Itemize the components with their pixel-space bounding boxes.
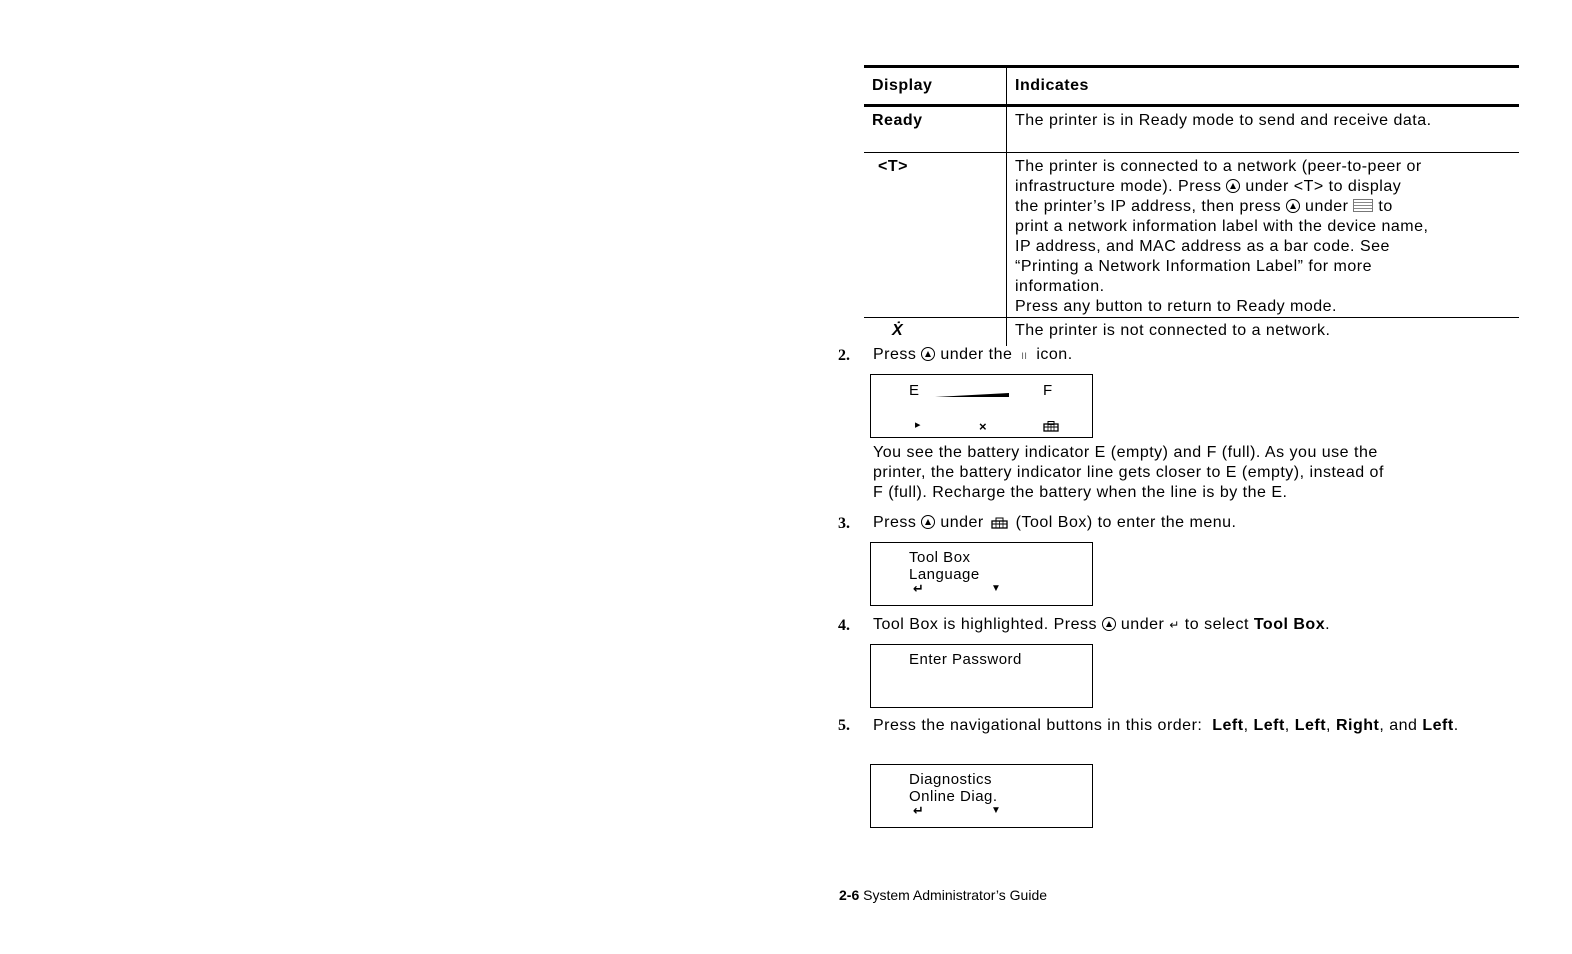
battery-level-line bbox=[935, 389, 1011, 399]
text-fragment: Tool Box bbox=[1253, 616, 1326, 633]
header-indicates: Indicates bbox=[1007, 67, 1520, 106]
guide-title: System Administrator’s Guide bbox=[863, 887, 1048, 903]
lcd-line: Online Diag. bbox=[909, 788, 998, 805]
toolbox-icon bbox=[991, 517, 1009, 529]
table-header-row bbox=[864, 67, 1519, 106]
text-fragment: the printer’s IP address, then press bbox=[1015, 198, 1282, 215]
battery-full-label: F bbox=[1043, 382, 1053, 399]
step-number: 5. bbox=[838, 717, 850, 734]
up-button-icon bbox=[921, 515, 935, 529]
header-display: Display bbox=[864, 67, 1007, 106]
lcd-password-display bbox=[870, 644, 1093, 708]
text-line: printer, the battery indicator line gets closer to E (empty), instead of bbox=[873, 464, 1384, 481]
enter-icon: ↵ bbox=[913, 803, 925, 818]
play-icon: ▸ bbox=[915, 419, 922, 431]
pause-icon: II bbox=[1021, 351, 1028, 361]
text-fragment: Right bbox=[1335, 717, 1380, 734]
lcd-diagnostics-display bbox=[870, 764, 1093, 828]
cancel-x-icon: × bbox=[979, 419, 988, 434]
down-arrow-icon: ▼ bbox=[991, 805, 1002, 816]
text-line: “Printing a Network Information Label” for more bbox=[1015, 258, 1372, 275]
text-fragment: Press bbox=[873, 346, 917, 363]
lcd-line: Language bbox=[909, 566, 980, 583]
text-fragment: Left bbox=[1294, 717, 1327, 734]
text-fragment: Press bbox=[873, 514, 917, 531]
text-line: IP address, and MAC address as a bar code. See bbox=[1015, 238, 1390, 255]
text-fragment: (Tool Box) to enter the menu. bbox=[1015, 514, 1237, 531]
text-line: information. bbox=[1015, 278, 1105, 295]
toolbox-icon bbox=[1043, 421, 1059, 432]
text-line: F (full). Recharge the battery when the line is by the E. bbox=[873, 484, 1288, 501]
up-button-icon bbox=[1286, 199, 1300, 213]
text-fragment: Left bbox=[1212, 717, 1244, 734]
text-fragment: , and bbox=[1379, 717, 1418, 734]
text-fragment: , bbox=[1243, 717, 1249, 734]
up-button-icon bbox=[1226, 179, 1240, 193]
text-line bbox=[1015, 197, 1511, 217]
step-text bbox=[873, 346, 1073, 364]
step-number: 3. bbox=[838, 515, 850, 532]
text-fragment: under <T> to display bbox=[1240, 178, 1402, 195]
step-text bbox=[873, 716, 1523, 736]
text-line: print a network information label with the device name, bbox=[1015, 218, 1429, 235]
text-fragment: Left bbox=[1253, 717, 1285, 734]
text-fragment: , bbox=[1284, 717, 1290, 734]
indicates-cell: The printer is not connected to a network. bbox=[1015, 322, 1331, 339]
display-cell: <T> bbox=[864, 153, 1007, 318]
enter-icon: ↵ bbox=[1169, 618, 1180, 632]
text-fragment: under bbox=[940, 514, 984, 531]
step-text bbox=[873, 616, 1330, 634]
lcd-line: Tool Box bbox=[909, 549, 971, 566]
text-fragment: infrastructure mode). Press bbox=[1015, 178, 1222, 195]
text-fragment: , bbox=[1326, 717, 1331, 734]
display-indicator-table bbox=[864, 65, 1519, 346]
text-fragment: Press the navigational buttons in this order: bbox=[873, 717, 1203, 734]
text-fragment: Left bbox=[1422, 717, 1454, 734]
text-fragment: . bbox=[1453, 717, 1459, 734]
page-number: 2-6 bbox=[839, 887, 860, 903]
text-fragment: to bbox=[1373, 198, 1393, 215]
text-fragment: under bbox=[1120, 616, 1165, 633]
text-fragment: icon. bbox=[1036, 346, 1073, 363]
text-fragment: under bbox=[1300, 198, 1349, 215]
indicates-cell: The printer is in Ready mode to send and receive data. bbox=[1007, 106, 1520, 153]
up-button-icon bbox=[1102, 617, 1116, 631]
lcd-line: Diagnostics bbox=[909, 771, 993, 788]
text-fragment: to select bbox=[1184, 616, 1249, 633]
text-line: Press any button to return to Ready mode. bbox=[1015, 298, 1337, 315]
text-fragment: . bbox=[1325, 616, 1331, 633]
enter-icon: ↵ bbox=[913, 581, 925, 596]
step-text bbox=[873, 514, 1236, 532]
up-button-icon bbox=[921, 347, 935, 361]
table-row bbox=[864, 153, 1519, 318]
step-number: 4. bbox=[838, 617, 850, 634]
down-arrow-icon: ▼ bbox=[991, 583, 1002, 594]
text-line: The printer is connected to a network (peer-to-peer or bbox=[1015, 158, 1422, 175]
indicates-cell bbox=[1007, 153, 1520, 318]
table-row bbox=[864, 318, 1519, 347]
table-row bbox=[864, 106, 1519, 153]
text-line: You see the battery indicator E (empty) and F (full). As you use the bbox=[873, 444, 1378, 461]
lcd-line: Enter Password bbox=[909, 651, 1022, 668]
menu-lines-icon bbox=[1353, 199, 1373, 212]
display-cell: Ready bbox=[864, 106, 1007, 153]
lcd-toolbox-display bbox=[870, 542, 1093, 606]
page-footer bbox=[839, 887, 1047, 903]
battery-empty-label: E bbox=[909, 382, 920, 399]
no-network-icon: Ẋ bbox=[864, 318, 1007, 347]
lcd-battery-display bbox=[870, 374, 1093, 438]
battery-explanation bbox=[873, 443, 1384, 503]
text-fragment: under the bbox=[940, 346, 1013, 363]
step-number: 2. bbox=[838, 347, 850, 364]
text-fragment: Tool Box is highlighted. Press bbox=[873, 616, 1097, 633]
text-line bbox=[1015, 177, 1511, 197]
